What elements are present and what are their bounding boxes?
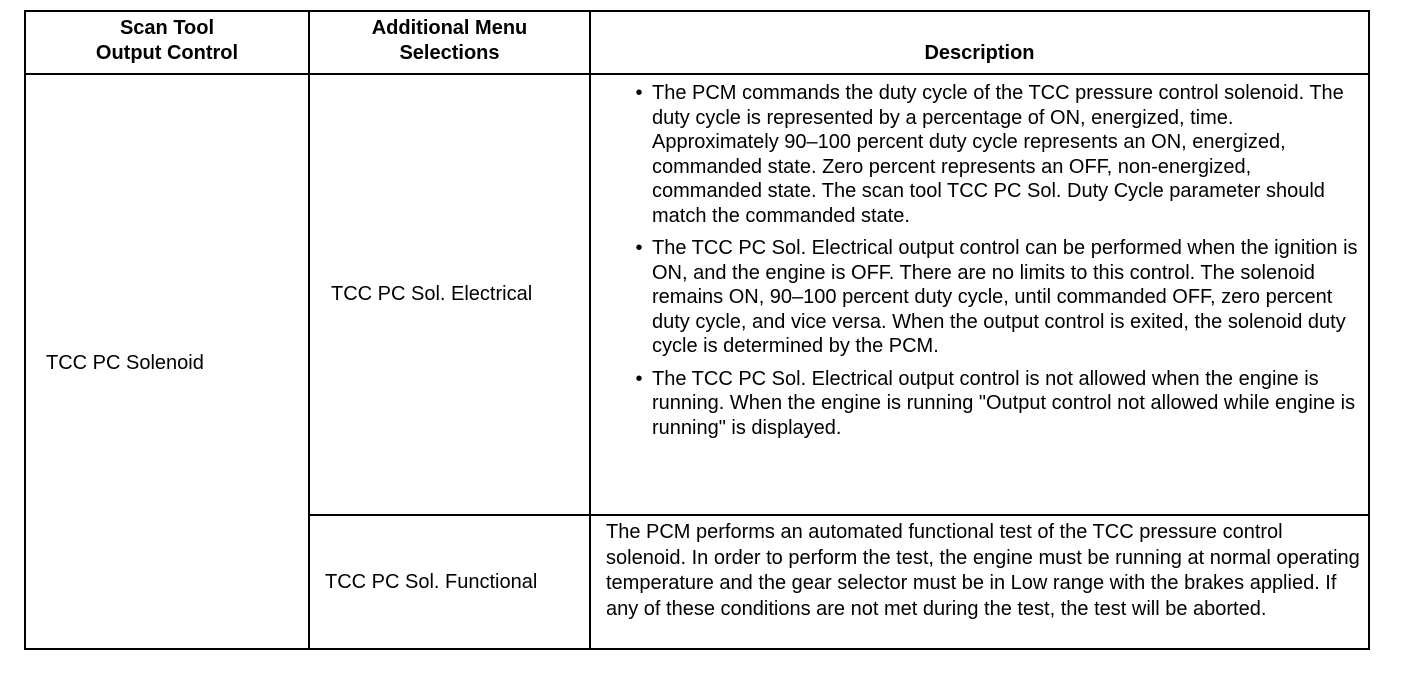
bullet-text: The TCC PC Sol. Electrical output control can be performed when the ignition is ON, and the engine is OFF. There are no limits to this control. The solenoid remains ON, 90–100 percent duty cycle, until commanded OFF, zero percent duty cycle, and vice versa. When the output control is exited, the solenoid duty cycle is determined by the PCM. <box>652 237 1358 357</box>
bullet-text: The PCM commands the duty cycle of the TCC pressure control solenoid. The duty cycle is represented by a percentage of ON, energized, time. Approximately 90–100 percent duty cycle represents an ON, energized, commanded state. Zero percent represents an OFF, non-energized, commanded state. The scan tool TCC PC Sol. Duty Cycle parameter should match the commanded state. <box>652 82 1344 227</box>
bullet-icon: • <box>635 367 643 390</box>
list-item <box>630 236 1360 359</box>
bullet-text: The TCC PC Sol. Electrical output control is not allowed when the engine is running. When the engine is running "Output control not allowed while engine is running" is displayed. <box>652 367 1356 439</box>
list-item <box>630 367 1360 441</box>
header-col3: Description <box>924 42 1035 64</box>
bullet-icon: • <box>635 82 643 104</box>
output-control-table <box>24 10 1370 650</box>
list-item <box>630 81 1360 228</box>
column-divider-2 <box>589 12 591 648</box>
header-col1-line2: Output Control <box>95 42 239 64</box>
output-control-name: TCC PC Solenoid <box>46 352 204 374</box>
column-divider-1 <box>308 12 310 648</box>
header-col2-line2: Selections <box>399 42 500 64</box>
header-col2-line1: Additional Menu <box>371 17 528 39</box>
electrical-description-list <box>630 81 1360 448</box>
selection-functional: TCC PC Sol. Functional <box>325 571 538 593</box>
functional-description: The PCM performs an automated functional test of the TCC pressure control solenoid. In order to perform the test, the engine must be running at normal operating temperature and the gear selector must be in Low range with the brakes applied. If any of these conditions are not met during the test, the test will be aborted. <box>606 521 1360 620</box>
selection-electrical: TCC PC Sol. Electrical <box>331 283 533 305</box>
header-additional-menu-selections <box>310 16 589 66</box>
header-col1-line1: Scan Tool <box>119 17 215 39</box>
header-description <box>591 41 1368 66</box>
header-scan-tool-output-control <box>26 16 308 66</box>
bullet-icon: • <box>635 237 643 259</box>
header-divider <box>26 73 1368 75</box>
row-divider <box>309 514 1368 516</box>
